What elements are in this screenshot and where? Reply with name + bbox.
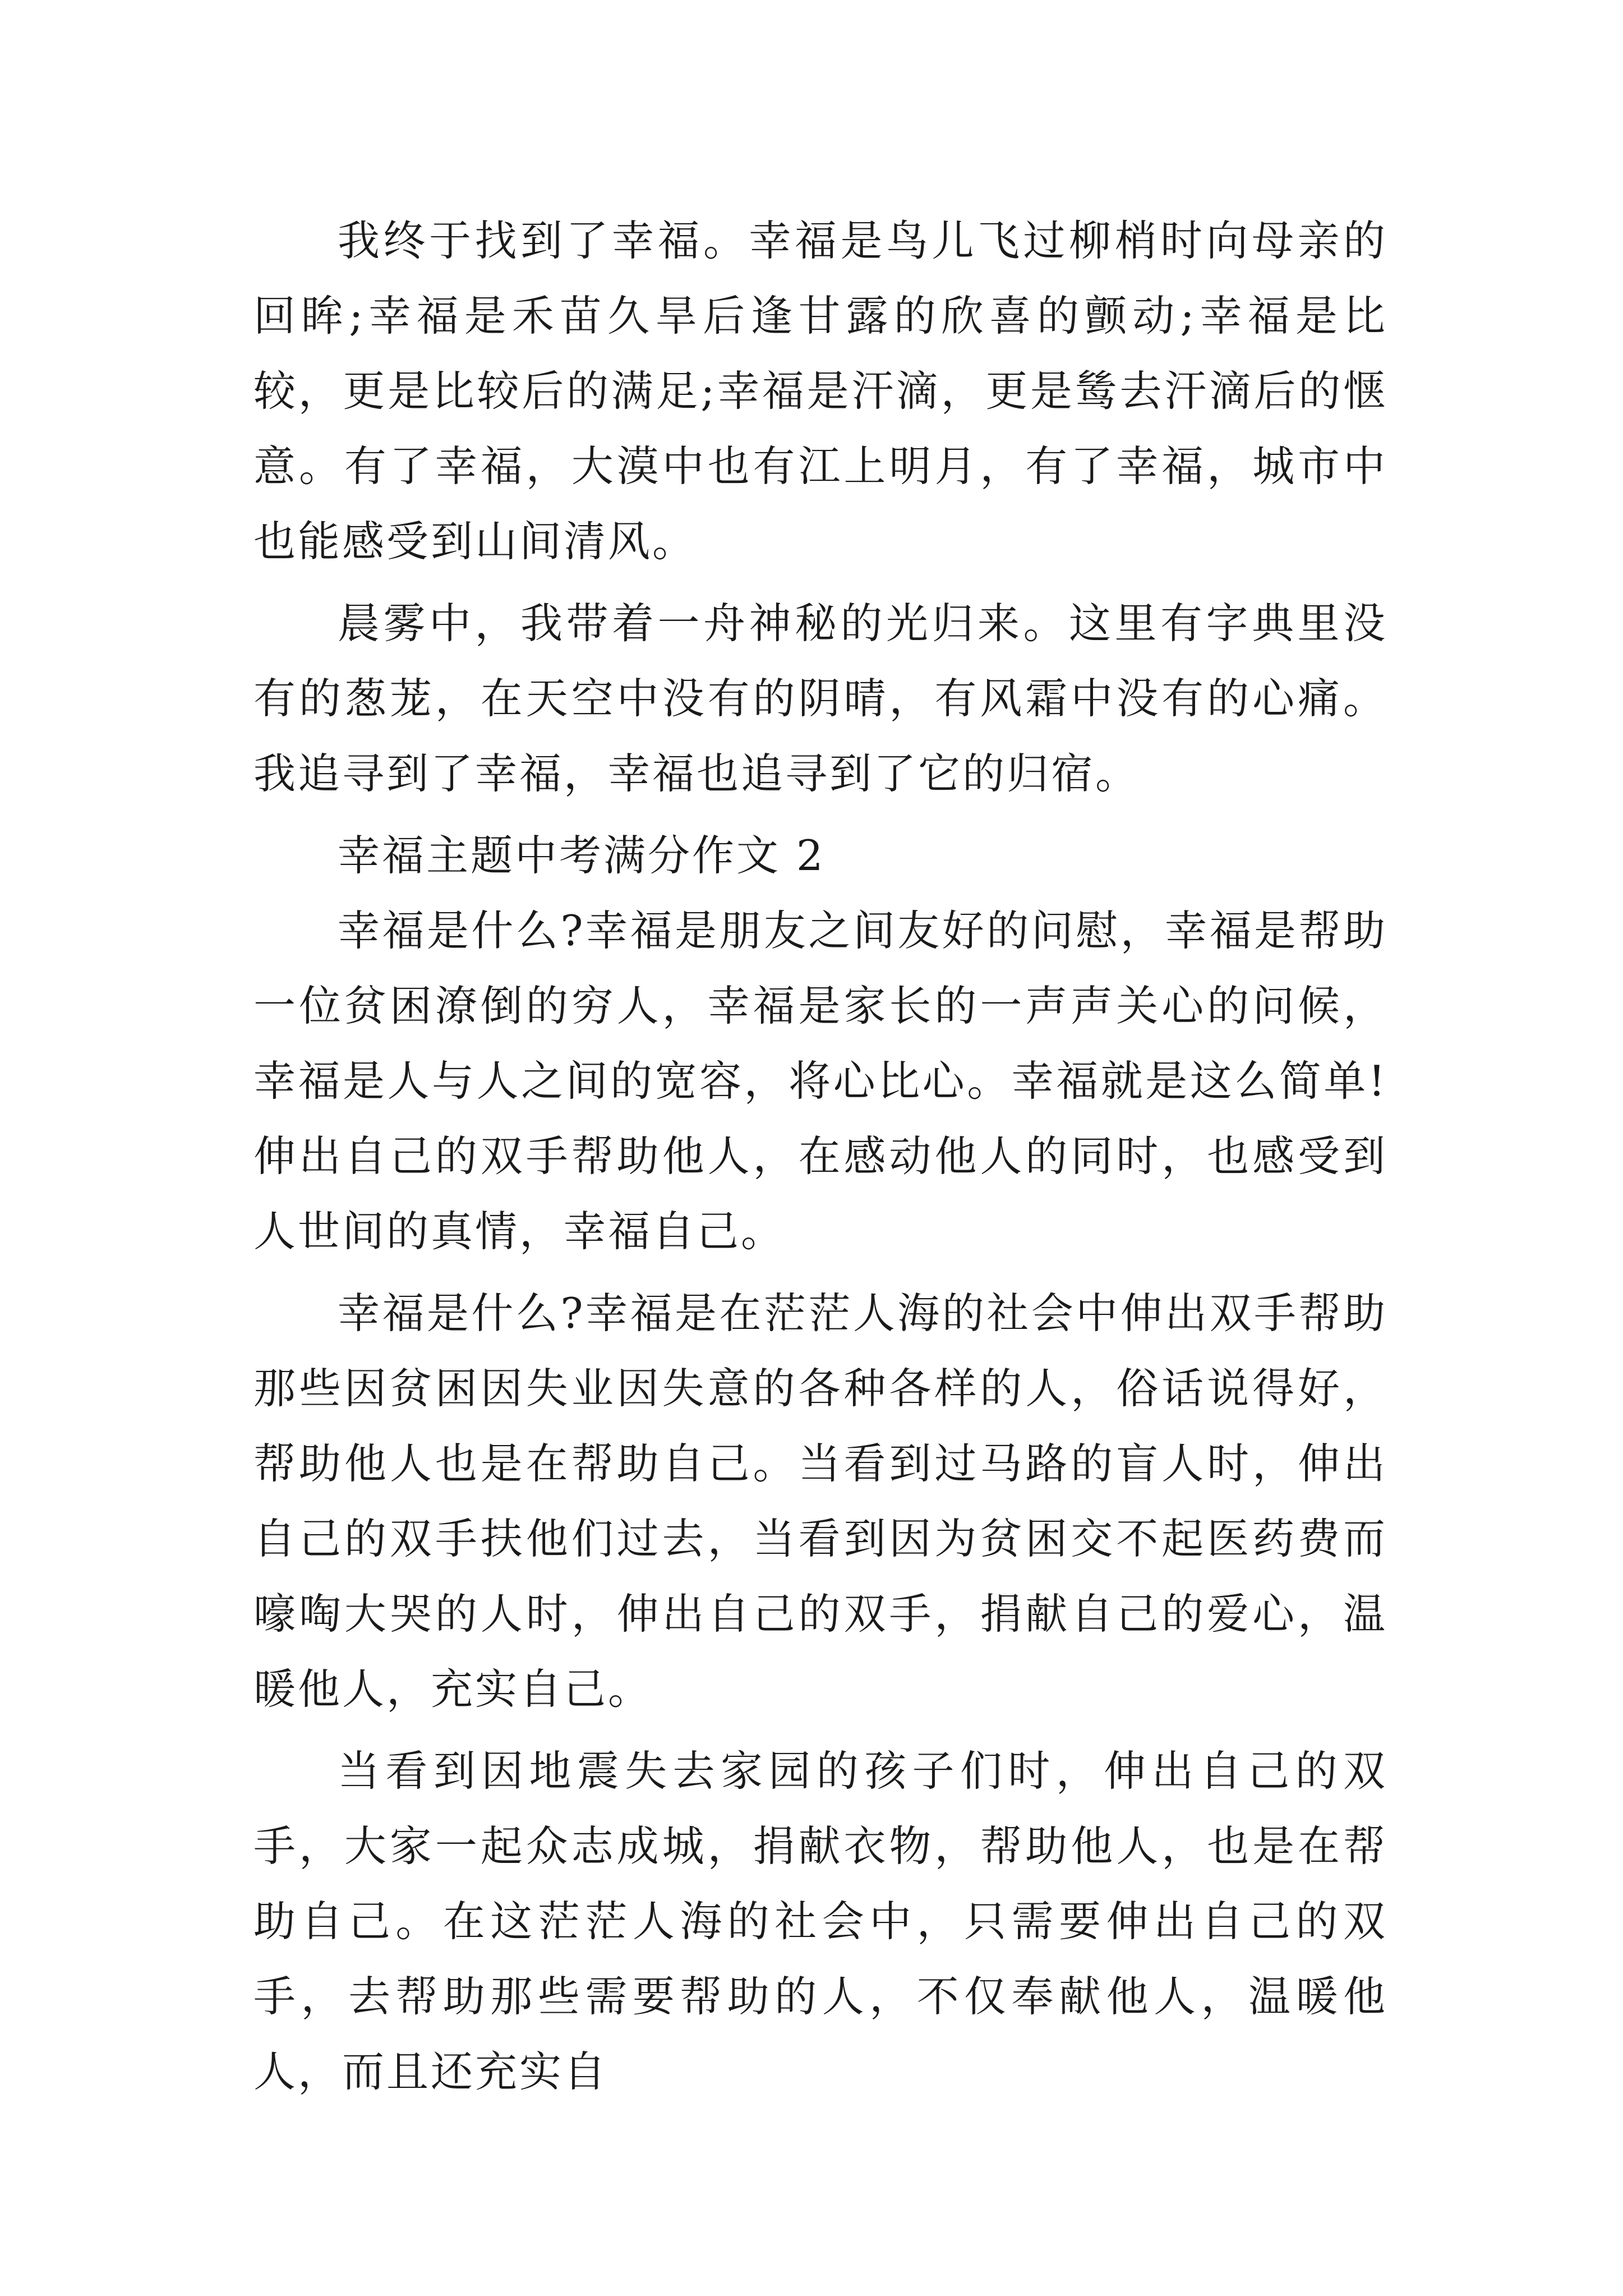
paragraph: 幸福是什么?幸福是在茫茫人海的社会中伸出双手帮助那些因贫困因失业因失意的各种各样的人，俗话说得好，帮助他人也是在帮助自己。当看到过马路的盲人时，伸出自己的双手扶他们过去，当看到因为贫困交不起医药费而嚎啕大哭的人时，伸出自己的双手，捐献自己的爱心，温暖他人，充实自己。 — [253, 1289, 1387, 1714]
paragraph: 幸福是什么?幸福是朋友之间友好的问慰，幸福是帮助一位贫困潦倒的穷人，幸福是家长的一声声关心的问候，幸福是人与人之间的宽容，将心比心。幸福就是这么简单!伸出自己的双手帮助他人，在感动他人的同时，也感受到人世间的真情，幸福自己。 — [253, 906, 1387, 1256]
paragraph: 晨雾中，我带着一舟神秘的光归来。这里有字典里没有的葱茏，在天空中没有的阴晴，有风霜中没有的心痛。我追寻到了幸福，幸福也追寻到了它的归宿。 — [253, 599, 1387, 798]
paragraph: 当看到因地震失去家园的孩子们时，伸出自己的双手，大家一起众志成城，捐献衣物，帮助他人，也是在帮助自己。在这茫茫人海的社会中，只需要伸出自己的双手，去帮助那些需要帮助的人，不仅奉献他人，温暖他人，而且还充实自 — [253, 1746, 1387, 2096]
document-body — [253, 203, 1387, 2109]
paragraph: 我终于找到了幸福。幸福是鸟儿飞过柳梢时向母亲的回眸;幸福是禾苗久旱后逢甘露的欣喜的颤动;幸福是比较，更是比较后的满足;幸福是汗滴，更是鸶去汗滴后的惬意。有了幸福，大漠中也有江上明月，有了幸福，城市中也能感受到山间清风。 — [253, 216, 1387, 566]
essay-heading: 幸福主题中考满分作文 2 — [338, 831, 826, 880]
